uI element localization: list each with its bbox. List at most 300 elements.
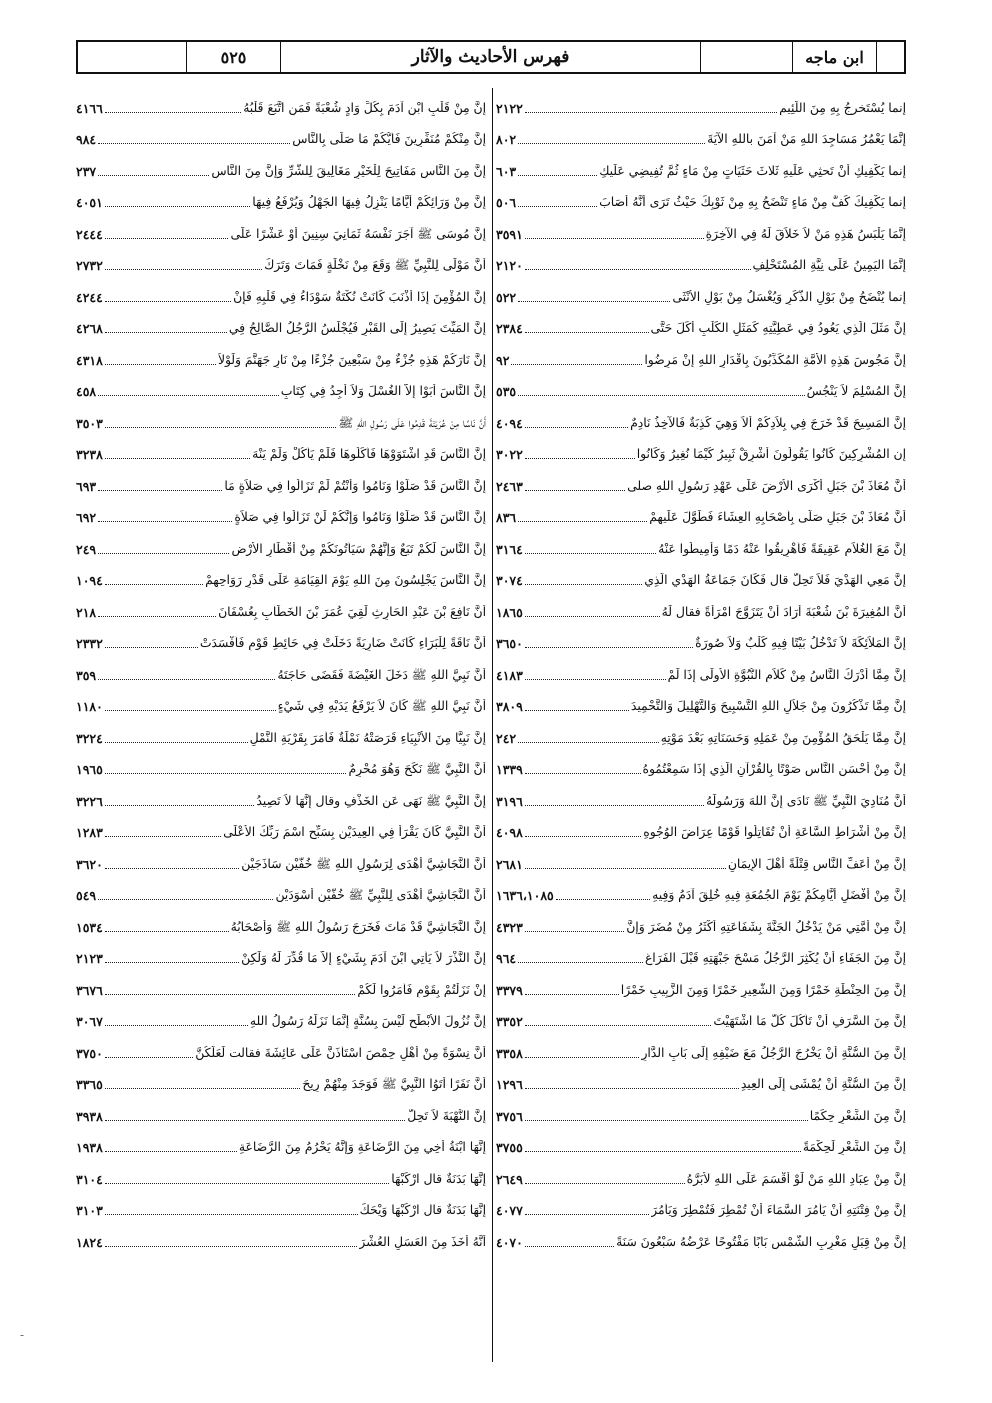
dot-leader	[105, 364, 216, 365]
hadith-index-entry	[76, 246, 486, 278]
dot-leader	[105, 868, 239, 869]
hadith-index-entry	[76, 277, 486, 309]
index-page	[76, 40, 906, 1370]
index-title: فهرس الأحاديث والآثار	[280, 42, 700, 72]
hadith-index-entry	[76, 1033, 486, 1065]
hadith-text: إِنَّ مُوسَى ﷺ آجَرَ نَفْسَهُ ثَمَانِيَ سِنِينَ أَوْ عَشْرًا عَلَى	[230, 226, 486, 241]
hadith-number: ٣٧٥٠	[76, 1045, 103, 1061]
header-blank-cell-left	[78, 42, 186, 72]
dot-leader	[525, 1151, 801, 1152]
hadith-text: أَنَّ مُعَاذَ بْنَ جَبَلٍ صَلَّى بِأَصْحَابِهِ العِشَاءَ فَطَوَّلَ عَلَيهِمْ	[649, 510, 906, 525]
dot-leader	[105, 931, 229, 932]
hadith-index-entry	[76, 844, 486, 876]
hadith-index-entry	[496, 561, 906, 593]
hadith-text: إِنَّ النَّجَاشِيَّ قَدْ مَاتَ فَخَرَجَ رَسُولُ اللهِ ﷺ وَأَصْحَابُهُ	[230, 919, 486, 934]
hadith-text: إِنَّ النَّاسَ أَبَوْا إِلاَّ الغُسْلَ وَلاَ أَجِدُ فِي كِتَابِ	[280, 384, 486, 399]
dot-leader	[525, 868, 726, 869]
hadith-index-entry	[496, 151, 906, 183]
hadith-number: ٣٣٥٢	[496, 1014, 523, 1029]
dot-leader	[511, 364, 642, 365]
hadith-index-entry	[496, 1222, 906, 1254]
hadith-text: إِنَّ مِنْ قَلْبِ ابْنِ آدَمَ بِكُلِّ وَادٍ شُعْبَةً فَمَنِ اتَّبَعَ قَلْبُهُ	[243, 100, 486, 115]
hadith-number: ٦٩٣	[76, 478, 97, 494]
dot-leader	[518, 962, 643, 963]
hadith-index-entry	[76, 214, 486, 246]
hadith-index-entry	[76, 876, 486, 908]
hadith-number: ٣٠٦٧	[76, 1014, 103, 1029]
hadith-text: أَنَّ النَّجَاشِيَّ أَهْدَى لِرَسُولِ اللهِ ﷺ خُفَّيْنِ سَاذَجَيْنِ	[241, 856, 486, 871]
hadith-index-entry	[76, 561, 486, 593]
hadith-text: أَنَّ نَاسًا مِنْ عُرَيْنَةَ قَدِمُوا عَلَى رَسُولِ اللهِ ﷺ	[338, 415, 486, 430]
dot-leader	[105, 647, 198, 648]
hadith-text: أَنَّ مَوْلًى لِلنَّبِيِّ ﷺ وَقَعَ مِنْ نَخْلَةٍ فَمَاتَ وَتَرَكَ	[264, 258, 486, 273]
hadith-index-entry	[496, 876, 906, 908]
hadith-index-entry	[496, 939, 906, 971]
hadith-number: ٣٦٥٠	[496, 636, 523, 651]
hadith-text: إِنَّ مِنْ وَرَائِكُمْ أَيَّامًا يَنْزِلُ فِيهَا الجَهْلُ وَيُرْفَعُ فِيهَا	[252, 195, 486, 210]
dot-leader	[105, 458, 250, 459]
hadith-index-entry	[76, 718, 486, 750]
hadith-text: إِنَّ المُسْلِمَ لاَ يَنْجُسُ	[806, 384, 906, 399]
hadith-index-entry	[496, 340, 906, 372]
hadith-index-entry	[76, 624, 486, 656]
hadith-text: إنما يُسْتَخرجُ بِهِ مِنَ اللَّئِيمِ	[779, 100, 906, 115]
hadith-index-entry	[496, 403, 906, 435]
hadith-number: ٤٣٢٣	[496, 919, 523, 935]
hadith-text: إِنَّ مِنَ الحِنْطَةِ خَمْرًا وَمِنَ الشَّعِيرِ خَمْرًا وَمِنَ الزَّبِيبِ خَمْرًا	[620, 982, 906, 997]
hadith-text: إِنما يَكْفِيكَ كَفٌّ مِنْ مَاءٍ تَنْضَحُ بِهِ مِنْ ثَوْبِكَ حَيْثُ تَرَى أَنَّهُ أَصَابَ	[599, 195, 906, 210]
hadith-text: أَنَّ النَّجَاشِيَّ أَهْدَى لِلنَّبِيِّ ﷺ خُفَّيْنِ أَسْوَدَيْنِ	[275, 888, 486, 903]
hadith-number: ٩٦٤	[496, 951, 517, 966]
hadith-index-entry	[496, 750, 906, 782]
hadith-index-entry	[76, 655, 486, 687]
dot-leader	[525, 1057, 640, 1058]
hadith-text: أَنَّ نَبِيَّ اللهِ ﷺ كَانَ لاَ يَرْفَعُ يَدَيْهِ فِي شَيْءٍ	[277, 699, 486, 714]
hadith-text: إِنَّ مَعَ الغُلاَمِ عَقِيقَةً فَأَهْرِيقُوا عَنْهُ دَمًا وَأَمِيطُوا عَنْهُ	[658, 541, 906, 556]
hadith-number: ٤١٨٣	[496, 667, 523, 683]
dot-leader	[525, 773, 641, 774]
hadith-number: ٢١٨	[76, 604, 97, 620]
hadith-text: إِنَّ مِمَّا أَدْرَكَ النَّاسُ مِنْ كَلاَمِ النُّبُوَّةِ الأُولَى إِذَا لَمْ	[667, 667, 906, 682]
hadith-number: ٩٢	[496, 352, 510, 368]
hadith-text: إِنَّ نَبِيًّا مِنَ الأَنْبِيَاءِ قَرَصَتْهُ نَمْلَةٌ فَأَمَرَ بِقَرْيَةِ النَّمْلِ	[249, 730, 486, 745]
hadith-index-entry	[496, 529, 906, 561]
hadith-number: ١٩٣٨	[76, 1140, 103, 1155]
dot-leader	[105, 1214, 358, 1215]
hadith-index-entry	[76, 372, 486, 404]
dot-leader	[105, 206, 250, 207]
hadith-number: ٣٦٧٦	[76, 982, 103, 998]
dot-leader	[525, 710, 629, 711]
hadith-number: ٢١٢٣	[76, 951, 103, 966]
hadith-text: إِنَّ مِنْ أُمَّتِي مَنْ يَدْخُلُ الجَنَّةَ بِشَفَاعَتِهِ أَكْثَرُ مِنْ مُضَرَ وَإِنَّ	[626, 919, 906, 934]
dot-leader	[105, 584, 203, 585]
dot-leader	[98, 899, 273, 900]
hadith-text: إِنَّ مِنَ الشِّعْرِ لَحِكْمَةً	[802, 1140, 906, 1155]
hadith-text: إِنَّ مِنْ قِبَلِ مَغْرِبِ الشَّمْسِ بَابًا مَفْتُوحًا عَرْضُهُ سَبْعُونَ سَنَةً	[616, 1234, 906, 1249]
hadith-index-entry	[496, 466, 906, 498]
hadith-text: إِنَّ النَّاسَ قَدْ صَلَّوْا وَنَامُوا وَإِنَّكُمْ لَنْ تَزَالُوا فِي صَلاَةٍ	[234, 510, 486, 525]
left-column	[76, 88, 486, 1254]
hadith-number: ١٦٣٦،١٠٨٥	[496, 888, 554, 903]
hadith-index-entry	[76, 1128, 486, 1160]
hadith-number: ١٩٦٥	[76, 762, 103, 777]
hadith-index-entry	[76, 750, 486, 782]
hadith-number: ٦٠٣	[496, 163, 517, 179]
hadith-number: ٢٦٨١	[496, 856, 523, 872]
dot-leader	[525, 836, 641, 837]
hadith-number: ٤٢٤٤	[76, 289, 103, 305]
hadith-index-entry	[496, 1033, 906, 1065]
hadith-index-entry	[76, 687, 486, 719]
dot-leader	[525, 553, 656, 554]
hadith-number: ٢٤٤٤	[76, 226, 103, 242]
dot-leader	[105, 773, 347, 774]
hadith-index-entry	[76, 309, 486, 341]
page-header	[76, 40, 906, 74]
hadith-number: ٢٣٨٤	[496, 321, 523, 336]
hadith-number: ٤٣١٨	[76, 352, 103, 368]
hadith-index-entry	[496, 813, 906, 845]
hadith-number: ٣٢٢٦	[76, 793, 103, 809]
hadith-index-entry	[496, 655, 906, 687]
hadith-index-entry	[76, 466, 486, 498]
hadith-text: إِنَّ النَّاسَ قَدِ اشْتَوَوْهَا فَأَكَلُوهَا فَلَمْ يَأْكُلْ وَلَمْ يَنْهَ	[252, 447, 486, 462]
dot-leader	[105, 805, 254, 806]
dot-leader	[525, 805, 704, 806]
hadith-text: إِنَّ النُّهْبَةَ لاَ تَحِلُّ	[407, 1108, 486, 1123]
dot-leader	[105, 1057, 193, 1058]
dot-leader	[518, 143, 705, 144]
hadith-text: إِنْ نَزَلْتُمْ بِقَوْمٍ فَأَمَرُوا لَكُمْ	[357, 982, 486, 997]
hadith-index-entry	[76, 340, 486, 372]
hadith-number: ٤٢٦٨	[76, 321, 103, 336]
hadith-number: ١٢٩٦	[496, 1077, 523, 1092]
hadith-index-entry	[496, 1096, 906, 1128]
dot-leader	[518, 301, 670, 302]
dot-leader	[518, 742, 659, 743]
hadith-index-entry	[76, 1002, 486, 1034]
hadith-text: إِنَّ النَّاسَ قَدْ صَلَّوْا وَنَامُوا وَأَنْتُمْ لَمْ تَزَالُوا فِي صَلاَةٍ مَا	[224, 478, 486, 493]
hadith-text: إِنَّ مِنَ النَّاسِ مَفَاتِيحَ لِلْخَيْرِ مَغَالِيقَ لِلشَّرِّ وَإِنَّ مِنَ النَّاسِ	[211, 163, 486, 178]
hadith-number: ٢١٢٢	[496, 100, 523, 116]
hadith-text: أَنَّهُ أَخَذَ مِنَ العَسَلِ العُشْرَ	[359, 1234, 486, 1249]
dot-leader	[525, 1246, 614, 1247]
hadith-index-entry	[496, 592, 906, 624]
dot-leader	[518, 206, 597, 207]
dot-leader	[525, 490, 625, 491]
dot-leader	[98, 553, 229, 554]
hadith-text: إِنما يَكْفِيكِ أَنْ تَحثِي عَلَيهِ ثَلاثَ حَثَيَاتٍ مِنْ مَاءٍ ثُمَّ تُفِيضِي عَلَيكِ	[599, 163, 906, 178]
hadith-number: ١٣٣٩	[496, 762, 523, 777]
hadith-index-entry	[76, 529, 486, 561]
hadith-text: إِنَّ مِنْ أَحْسَنِ النَّاسِ صَوْتًا بِالقُرْآنِ الَّذِي إِذَا سَمِعْتُمُوهُ	[642, 762, 906, 777]
hadith-number: ٩٨٤	[76, 132, 97, 147]
dot-leader	[525, 269, 751, 270]
hadith-number: ٢١٢٠	[496, 258, 523, 273]
hadith-index-entry	[76, 592, 486, 624]
hadith-number: ١١٨٠	[76, 699, 103, 714]
hadith-text: أَنَّ نَافِعَ بْنَ عَبْدِ الحَارِثِ لَقِيَ عُمَرَ بْنَ الخَطَّابِ بِعُسْفَانَ	[218, 604, 486, 619]
hadith-number: ٣٢٣٨	[76, 447, 103, 462]
hadith-index-entry	[496, 372, 906, 404]
hadith-index-entry	[496, 309, 906, 341]
hadith-text: إِنَّمَا يَلْبَسُ هَذِهِ مَنْ لاَ خَلاَقَ لَهُ فِي الآخِرَةِ	[705, 226, 906, 241]
dot-leader	[525, 238, 704, 239]
hadith-index-entry	[496, 277, 906, 309]
hadith-index-entry	[76, 88, 486, 120]
hadith-text: إِنَّ مِمَّا يَلْحَقُ المُؤْمِنَ مِنْ عَمَلِهِ وَحَسَنَاتِهِ بَعْدَ مَوْتِهِ	[660, 730, 906, 745]
hadith-index-entry	[76, 907, 486, 939]
index-columns	[76, 88, 906, 1370]
hadith-text: إِنَّ المُؤْمِنَ إِذَا أَذْنَبَ كَانَتْ نُكْتَةٌ سَوْدَاءُ فِي قَلْبِهِ فَإِنْ	[233, 289, 486, 304]
hadith-text: إِنما يُنْضَحُ مِنْ بَوْلِ الذَّكَرِ وَيُغْسَلُ مِنْ بَوْلِ الأُنْثَى	[672, 289, 906, 304]
hadith-text: إِنَّ مِنْ أَشْرَاطِ السَّاعَةِ أَنْ تُقَاتِلُوا قَوْمًا عِرَاضَ الوُجُوهِ	[643, 825, 906, 840]
page-number: ٥٢٥	[186, 42, 280, 72]
hadith-number: ٣٩٣٨	[76, 1108, 103, 1124]
hadith-number: ٣٥٠٣	[76, 415, 103, 431]
hadith-index-entry	[76, 183, 486, 215]
hadith-index-entry	[496, 88, 906, 120]
hadith-text: أَنَّ مُعَاذَ بْنَ جَبَلٍ أَكْرَى الأَرْضَ عَلَى عَهْدِ رَسُولِ اللهِ صلى	[627, 478, 906, 493]
hadith-index-entry	[496, 1159, 906, 1191]
hadith-index-entry	[76, 1065, 486, 1097]
hadith-index-entry	[496, 844, 906, 876]
dot-leader	[105, 238, 229, 239]
hadith-text: إِنَّهَا ابْنَةُ أَخِي مِنَ الرَّضَاعَةِ وَإِنَّهُ يَحْرُمُ مِنَ الرَّضَاعَةِ	[238, 1140, 486, 1155]
hadith-index-entry	[496, 687, 906, 719]
hadith-number: ٨٠٢	[496, 132, 517, 147]
hadith-text: أَنَّ نَبِيَّ اللهِ ﷺ دَخَلَ الغَيْضَةَ فَقَضَى حَاجَتَهُ	[277, 667, 486, 682]
hadith-text: إِنَّ نَارَكُمْ هَذِهِ جُزْءٌ مِنْ سَبْعِينَ جُزْءًا مِنْ نَارِ جَهَنَّمَ وَلَوْلاَ	[217, 352, 486, 367]
hadith-number: ٤٥٨	[76, 384, 97, 399]
hadith-text: إِنَّ مِنَ السَّرَفِ أَنْ تَأْكُلَ كُلَّ مَا اشْتَهَيْتَ	[713, 1014, 906, 1029]
hadith-text: إِنَّمَا يَعْمُرُ مَسَاجِدَ اللهِ مَنْ آمَنَ باللهِ الآيَةَ	[707, 132, 906, 147]
hadith-text: أَنَّ مُنَادِيَ النَّبِيِّ ﷺ نَادَى إِنَّ اللهَ وَرَسُولَهُ	[705, 793, 906, 808]
hadith-index-entry	[76, 1191, 486, 1223]
dot-leader	[525, 1120, 808, 1121]
dot-leader	[525, 1025, 712, 1026]
hadith-number: ٥٤٩	[76, 888, 97, 903]
dot-leader	[105, 962, 239, 963]
dot-leader	[525, 427, 628, 428]
dot-leader	[525, 584, 642, 585]
hadith-number: ٢٧٣٢	[76, 258, 103, 273]
right-column	[496, 88, 906, 1254]
hadith-text: إِن المُشْرِكِينَ كَانُوا يَقُولُونَ أَشْرِقْ ثَبِيرُ كَيْمَا نُغِيرُ وَكَانُوا	[636, 447, 906, 462]
hadith-number: ٣٠٧٤	[496, 573, 523, 588]
hadith-text: إِنَّ مَجُوسَ هَذِهِ الأُمَّةِ المُكَذِّبُونَ بِأَقْدَارِ اللهِ إِنْ مَرِضُوا	[644, 352, 906, 367]
hadith-number: ٤٠٩٨	[496, 825, 523, 840]
hadith-index-entry	[496, 718, 906, 750]
hadith-index-entry	[496, 214, 906, 246]
hadith-number: ٥٢٢	[496, 289, 517, 305]
dot-leader	[98, 521, 232, 522]
hadith-index-entry	[76, 403, 486, 435]
hadith-number: ١٨٦٥	[496, 604, 523, 620]
dot-leader	[98, 616, 216, 617]
hadith-number: ٣٦٢٠	[76, 856, 103, 872]
hadith-number: ٦٩٢	[76, 510, 97, 525]
dot-leader	[525, 1183, 685, 1184]
dot-leader	[518, 175, 597, 176]
hadith-index-entry	[76, 151, 486, 183]
hadith-text: أَنَّ نِسْوَةً مِنْ أَهْلِ حِمْصَ اسْتَأْذَنَّ عَلَى عَائِشَةَ فقالت لَعَلَّكُنَّ	[195, 1045, 486, 1060]
hadith-number: ٤٠٩٤	[496, 415, 523, 431]
hadith-index-entry	[496, 781, 906, 813]
hadith-index-entry	[496, 624, 906, 656]
hadith-index-entry	[76, 120, 486, 152]
hadith-text: إِنَّ مِنْ فِتْنَتِهِ أَنْ يَأْمُرَ السَّمَاءَ أَنْ تُمْطِرَ فَتُمْطِرَ وَيَأْمُرَ	[651, 1203, 906, 1218]
hadith-index-entry	[496, 970, 906, 1002]
dot-leader	[98, 490, 222, 491]
hadith-text: إِنَّ النَّبِيَّ ﷺ نَهَى عَنِ الخَذْفِ وقال إِنَّهَا لاَ تَصِيدُ	[256, 793, 486, 808]
hadith-text: إِنَّ مَعِي الهَدْيَ فَلاَ تَحِلُّ قال فَكَانَ جَمَاعَةُ الهَدْيِ الَّذِي	[644, 573, 906, 588]
hadith-text: إِنَّ مِنَ الجَفَاءِ أَنْ يُكْثِرَ الرَّجُلُ مَسْحَ جَبْهَتِهِ قَبْلَ الفَرَاغِ	[644, 951, 906, 966]
header-blank-cell-right	[876, 42, 904, 72]
hadith-text: إِنَّ النَّاسَ يَجْلِسُونَ مِنَ اللهِ يَوْمَ القِيَامَةِ عَلَى قَدْرِ رَوَاحِهِمْ	[205, 573, 486, 588]
hadith-index-entry	[496, 246, 906, 278]
dot-leader	[105, 994, 356, 995]
hadith-number: ٣٠٢٢	[496, 447, 523, 462]
dot-leader	[105, 332, 227, 333]
hadith-number: ٥٣٥	[496, 384, 517, 399]
hadith-text: أَنَّ نَفَرًا أَتَوُا النَّبِيَّ ﷺ فَوَجَدَ مِنْهُمْ رِيحَ	[302, 1077, 486, 1092]
hadith-text: إِنَّ مِنْكُمْ مُنَفِّرِينَ فَأَيُّكُمْ مَا صَلَّى بِالنَّاسِ	[292, 132, 486, 147]
dot-leader	[525, 458, 635, 459]
hadith-index-entry	[76, 1222, 486, 1254]
hadith-text: إِنَّ المَيِّتَ يَصِيرُ إِلَى القَبْرِ فَيُجْلَسُ الرَّجُلُ الصَّالِحُ فِي	[228, 321, 486, 336]
hadith-text: إِنَّ مِنَ السُّنَّةِ أَنْ يَخْرُجَ الرَّجُلُ مَعَ ضَيْفِهِ إِلَى بَابِ الدَّارِ	[641, 1045, 906, 1060]
hadith-index-entry	[76, 781, 486, 813]
dot-leader	[525, 616, 660, 617]
hadith-text: إِنَّ مِنْ أَعَفِّ النَّاسِ قِتْلَةً أَهْلَ الإِيمَانِ	[727, 856, 906, 871]
hadith-number: ٢٦٤٩	[496, 1171, 523, 1187]
hadith-number: ٣١٠٣	[76, 1203, 103, 1218]
hadith-number: ٨٣٦	[496, 510, 517, 525]
hadith-text: أَنَّ النَّبِيَّ ﷺ نَكَحَ وَهُوَ مُحْرِمٌ	[348, 762, 486, 777]
dot-leader	[105, 1183, 389, 1184]
hadith-text: إِنَّ مِنَ السُّنَّةِ أَنْ يُمْشَى إِلَى العِيدِ	[740, 1077, 906, 1092]
dot-leader	[105, 1088, 300, 1089]
hadith-index-entry	[76, 813, 486, 845]
dot-leader	[105, 1246, 357, 1247]
hadith-index-entry	[496, 1191, 906, 1223]
hadith-text: إِنَّ النَّذْرَ لاَ يَأْتِي ابْنَ آدَمَ بِشَيْءٍ إِلاَّ مَا قُدِّرَ لَهُ وَلَكِنْ	[241, 951, 486, 966]
hadith-text: إِنَّ مِنْ عِبَادِ اللهِ مَنْ لَوْ أَقْسَمَ عَلَى اللهِ لأَبَرَّهُ	[686, 1171, 906, 1186]
dot-leader	[518, 521, 647, 522]
hadith-text: إِنَّ مَثَلَ الَّذِي يَعُودُ فِي عَطِيَّتِهِ كَمَثَلِ الكَلْبِ أَكَلَ حَتَّى	[650, 321, 906, 336]
hadith-number: ٢٣٧	[76, 163, 97, 179]
hadith-number: ٤٠٧٠	[496, 1234, 523, 1250]
hadith-index-entry	[496, 435, 906, 467]
hadith-text: إِنَّ النَّاسَ لَكُمْ تَبَعٌ وَإِنَّهُمْ سَيَأْتُونَكُمْ مِنْ أَقْطَارِ الأَرْضِ	[231, 541, 486, 556]
hadith-number: ٣٨٠٩	[496, 699, 523, 714]
dot-leader	[556, 899, 650, 900]
hadith-number: ٣٣٥٨	[496, 1045, 523, 1061]
hadith-number: ٣٥٩	[76, 667, 97, 683]
hadith-number: ٢٣٣٢	[76, 636, 103, 651]
hadith-number: ٣٢٢٤	[76, 730, 103, 746]
dot-leader	[98, 175, 209, 176]
hadith-number: ٣٣٦٥	[76, 1077, 103, 1092]
header-blank-cell-middle	[700, 42, 792, 72]
hadith-index-entry	[496, 907, 906, 939]
dot-leader	[105, 301, 231, 302]
hadith-index-entry	[76, 498, 486, 530]
hadith-number: ١٢٨٣	[76, 825, 103, 840]
hadith-index-entry	[496, 120, 906, 152]
dot-leader	[105, 1151, 237, 1152]
dot-leader	[525, 931, 624, 932]
hadith-text: إِنَّ المَلاَئِكَةَ لاَ تَدْخُلُ بَيْتًا فِيهِ كَلْبٌ وَلاَ صُورَةٌ	[695, 636, 906, 651]
dot-leader	[105, 742, 248, 743]
dot-leader	[105, 1025, 248, 1026]
dot-leader	[105, 427, 336, 428]
dot-leader	[105, 710, 276, 711]
dot-leader	[105, 1120, 405, 1121]
dot-leader	[525, 994, 619, 995]
hadith-index-entry	[496, 498, 906, 530]
dot-leader	[525, 1214, 649, 1215]
hadith-number: ٤٠٥١	[76, 195, 103, 210]
hadith-text: أَنَّ نَاقَةً لِلْبَرَاءِ كَانَتْ ضَارِيَةً دَخَلَتْ فِي حَائِطِ قَوْمٍ فَأَفْسَدَتْ	[199, 636, 486, 651]
hadith-number: ٣٣٧٩	[496, 982, 523, 998]
hadith-text: إِنَّهَا بَدَنَةٌ قال ارْكَبْهَا	[391, 1171, 486, 1186]
hadith-text: إِنَّهَا بَدَنَةٌ قال ارْكَبْهَا وَيْحَكَ	[359, 1203, 486, 1218]
dot-leader	[98, 395, 279, 396]
dot-leader	[105, 112, 241, 113]
hadith-index-entry	[496, 1002, 906, 1034]
hadith-number: ٢٤٢	[496, 730, 517, 746]
hadith-number: ٢٤٩	[76, 541, 97, 557]
dot-leader	[525, 647, 693, 648]
hadith-text: إِنَّ مِنَ الشِّعْرِ حِكَمًا	[809, 1108, 906, 1123]
hadith-index-entry	[76, 435, 486, 467]
hadith-text: أَنَّ النَّبِيَّ كَانَ يَقْرَأُ فِي العِيدَيْنِ بِسَبِّحِ اسْمَ رَبِّكَ الأَعْلَى	[223, 825, 486, 840]
dot-leader	[98, 679, 275, 680]
book-name: ابن ماجه	[792, 42, 876, 72]
hadith-text: إِنَّ مِنْ أَفْضَلِ أَيَّامِكُمْ يَوْمَ الجُمُعَةِ فِيهِ خُلِقَ آدَمُ وَفِيهِ	[652, 888, 906, 903]
hadith-number: ٣١٩٦	[496, 793, 523, 809]
hadith-number: ٣٥٩١	[496, 226, 523, 242]
dot-leader	[105, 269, 262, 270]
hadith-text: أَنَّ المُغِيرَةَ بْنَ شُعْبَةَ أَرَادَ أَنْ يَتَزَوَّجَ امْرَأَةً فقال لَهُ	[661, 604, 906, 619]
hadith-index-entry	[76, 1096, 486, 1128]
hadith-number: ١٨٢٤	[76, 1234, 103, 1250]
hadith-index-entry	[496, 183, 906, 215]
hadith-number: ١٠٩٤	[76, 573, 103, 588]
hadith-index-entry	[76, 1159, 486, 1191]
dot-leader	[525, 112, 777, 113]
hadith-index-entry	[496, 1065, 906, 1097]
hadith-text: إِنَّ مِمَّا تَذْكُرُونَ مِنْ جَلاَلِ اللهِ التَّسْبِيحَ وَالتَّهْلِيلَ وَالتَّحْمِيدَ	[630, 699, 906, 714]
column-divider	[492, 88, 493, 1362]
hadith-number: ٣١٠٤	[76, 1171, 103, 1187]
hadith-number: ٤١٦٦	[76, 100, 103, 116]
hadith-number: ١٥٣٤	[76, 919, 103, 935]
dot-leader	[525, 332, 649, 333]
hadith-text: إِنَّ المَسِيحَ قَدْ خَرَجَ فِي بِلاَدِكُمْ أَلاَ وَهِيَ كَذِبَةٌ فَالآخِذُ نَادِمٌ	[630, 415, 906, 430]
hadith-index-entry	[76, 970, 486, 1002]
margin-mark: -	[20, 1328, 25, 1342]
hadith-number: ٢٤٦٣	[496, 478, 523, 494]
dot-leader	[525, 679, 666, 680]
hadith-number: ٥٠٦	[496, 195, 517, 210]
hadith-number: ٣٧٥٦	[496, 1108, 523, 1124]
hadith-number: ٣٧٥٥	[496, 1140, 523, 1155]
hadith-index-entry	[76, 939, 486, 971]
